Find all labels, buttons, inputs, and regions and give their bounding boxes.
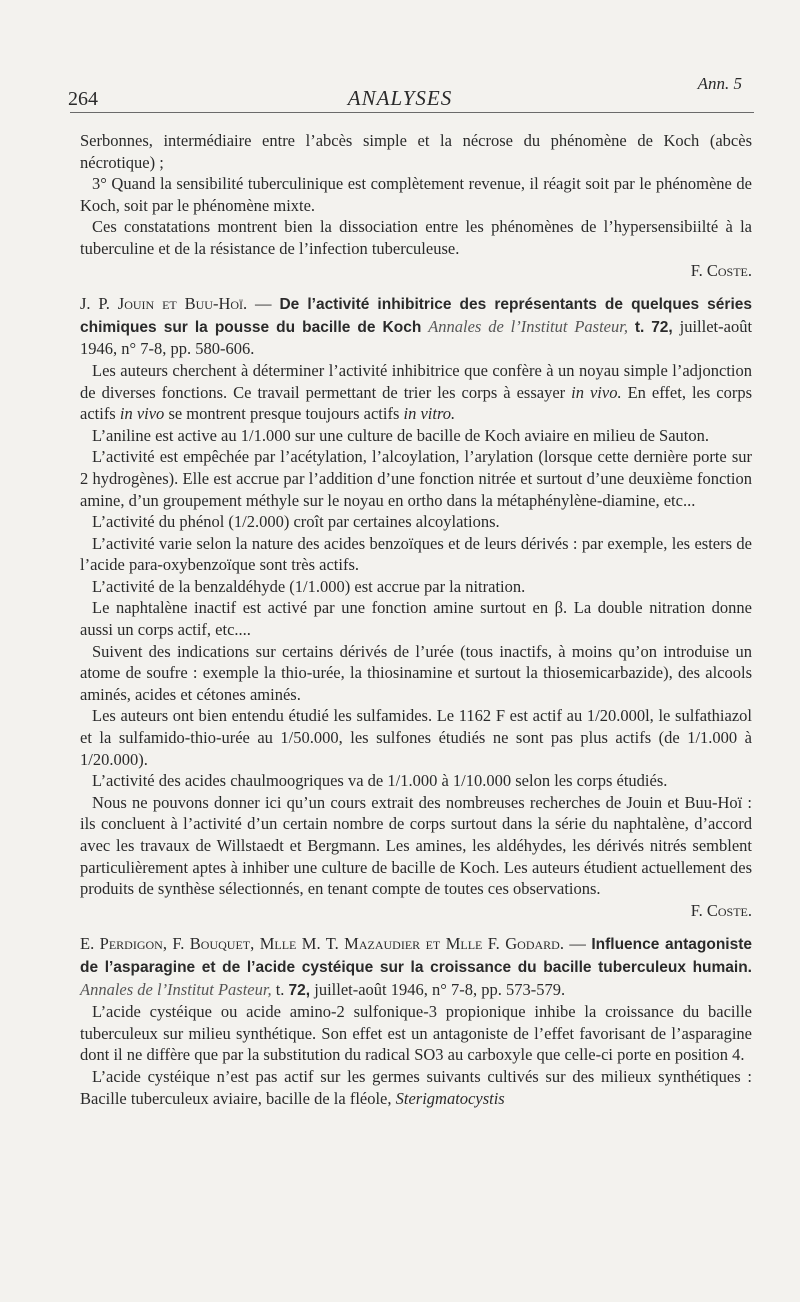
review2-para-1-italic-a: in vivo. [571, 382, 622, 402]
page-number: 264 [68, 88, 98, 110]
review2-para-1-text-c: se montrent presque toujours actifs [168, 404, 400, 424]
review2-signature: F. Coste. [690, 900, 752, 920]
review1-para-1: Serbonnes, intermédiaire entre l’abcès simple et la nécrose du phénomène de Koch (abcès nécrotique) ; [80, 131, 752, 172]
review2-citation: juillet-août 1946, n° 7-8, pp. 580-606. [80, 316, 753, 359]
review2-para-1-text-b: En effet, les corps actifs [80, 382, 753, 424]
review2-para-1-italic-c: in vitro. [403, 404, 456, 424]
review2-volume: 72, [651, 318, 673, 336]
review2-para-2: L’aniline est active au 1/1.000 sur une culture de bacille de Koch aviaire en milieu de Sauton. [92, 425, 710, 445]
review2-para-1-text-a: Les auteurs cherchent à déterminer l’activité inhibitrice que confère à un noyau simple l’adjonction de diverses fonctions. Ce travail permettant de trier les corps à essayer [80, 360, 752, 402]
annals-reference: Ann. 5 [697, 74, 742, 93]
review2-para-8: Suivent des indications sur certains dérivés de l’urée (tous inactifs, à moins qu’on introduise un atome de soufre : exemple la thio-urée, la thiosinamine et surtout la thiosemicarbazide), des alcools aminés, acides et cétones aminés. [80, 641, 752, 704]
review2-heading [80, 293, 752, 360]
review2-title: De l’activité inhibitrice des représentants de quelques séries chimiques sur la pousse du bacille de Koch [80, 296, 752, 336]
review3-heading [80, 933, 752, 1001]
review3-authors: E. Perdigon, F. Bouquet, Mlle M. T. Mazaudier et Mlle F. Godard. — [80, 934, 586, 954]
review2-para-1-italic-b: in vivo [119, 404, 165, 424]
running-title: ANALYSES [347, 86, 453, 110]
review2-para-9: Les auteurs ont bien entendu étudié les sulfamides. Le 1162 F est actif au 1/20.000l, le sulfathiazol et la sulfamido-thio-urée au 1/50.000, les sulfones étudiés ne sont pas plus actifs (de 1/1.000 à 1/20.000). [80, 706, 752, 769]
review3-volume-label: t. [275, 979, 285, 999]
review2-para-4: L’activité du phénol (1/2.000) croît par certaines alcoylations. [92, 512, 500, 532]
review2-para-1 [80, 360, 752, 425]
review2-para-11: Nous ne pouvons donner ici qu’un cours extrait des nombreuses recherches de Jouin et Buu-Hoï : ils concluent à l’activité d’un certain nombre de corps surtout dans la série du naphtalène, d’accord avec les travaux de Willstaedt et Bergmann. Les amines, les aldéhydes, les dérivés nitrés semblent particulièrement aptes à inhiber une culture de bacille de Koch. Les auteurs étudient actuellement des produits de synthèse sélectionnés, en tenant compte de toutes ces observations. [80, 792, 752, 899]
review3-volume: 72, [288, 981, 311, 999]
spacer [80, 281, 752, 293]
page-body [80, 130, 752, 1109]
review2-para-5: L’activité varie selon la nature des acides benzoïques et de leurs dérivés : par exemple, les esters de l’acide para-oxybenzoïque sont très actifs. [80, 533, 752, 575]
review2-para-10: L’activité des acides chaulmoogriques va de 1/1.000 à 1/10.000 selon les corps étudiés. [92, 771, 668, 791]
review3-citation: juillet-août 1946, n° 7-8, pp. 573-579. [314, 979, 566, 999]
spacer [80, 921, 752, 933]
review3-journal: Annales de l’Institut Pasteur, [80, 979, 272, 999]
review3-para-2-text: L’acide cystéique n’est pas actif sur les germes suivants cultivés sur des milieux synthétiques : Bacille tuberculeux aviaire, bacille de la fléole, [80, 1066, 752, 1108]
review3-para-2 [80, 1066, 752, 1109]
review2-para-7: Le naphtalène inactif est activé par une fonction amine surtout en β. La double nitration donne aussi un corps actif, etc.... [80, 598, 752, 640]
review1-signature: F. Coste. [690, 260, 752, 280]
review3-para-2-italic: Sterigmatocystis [395, 1088, 505, 1108]
review2-para-3: L’activité est empêchée par l’acétylation, l’alcoylation, l’arylation (lorsque cette dernière porte sur 2 hydrogènes). Elle est accrue par l’addition d’une fonction nitrée et surtout d’une deuxième fonction amine, d’un groupement méthyle sur le noyau en ortho dans la métaphénylène-diamine, etc... [80, 447, 752, 510]
review2-volume-label: t. [634, 318, 645, 336]
review3-para-1: L’acide cystéique ou acide amino-2 sulfonique-3 propionique inhibe la croissance du bacille tuberculeux sur milieu synthétique. Son effet est un antagoniste de l’effet favorisant de l’asparagine dont il ne diffère que par la substitution du radical SO3 au carboxyle que celle-ci porte en position 4. [80, 1002, 752, 1065]
review1-para-3: Ces constatations montrent bien la dissociation entre les phénomènes de l’hypersensibiilté à la tuberculine et de la résistance de l’infection tuberculeuse. [80, 217, 752, 258]
review2-authors: J. P. Jouin et Buu-Hoï. — [80, 294, 272, 314]
review3-title: Influence antagoniste de l’asparagine et de l’acide cystéique sur la croissance du bacille tuberculeux humain. [80, 936, 752, 976]
review2-para-6: L’activité de la benzaldéhyde (1/1.000) est accrue par la nitration. [92, 576, 526, 596]
header-rule [70, 112, 754, 113]
review1-para-2: 3° Quand la sensibilité tuberculinique est complètement revenue, il réagit soit par le phénomène de Koch, soit par le phénomène mixte. [80, 174, 752, 215]
review2-journal: Annales de l’Institut Pasteur, [428, 316, 628, 336]
